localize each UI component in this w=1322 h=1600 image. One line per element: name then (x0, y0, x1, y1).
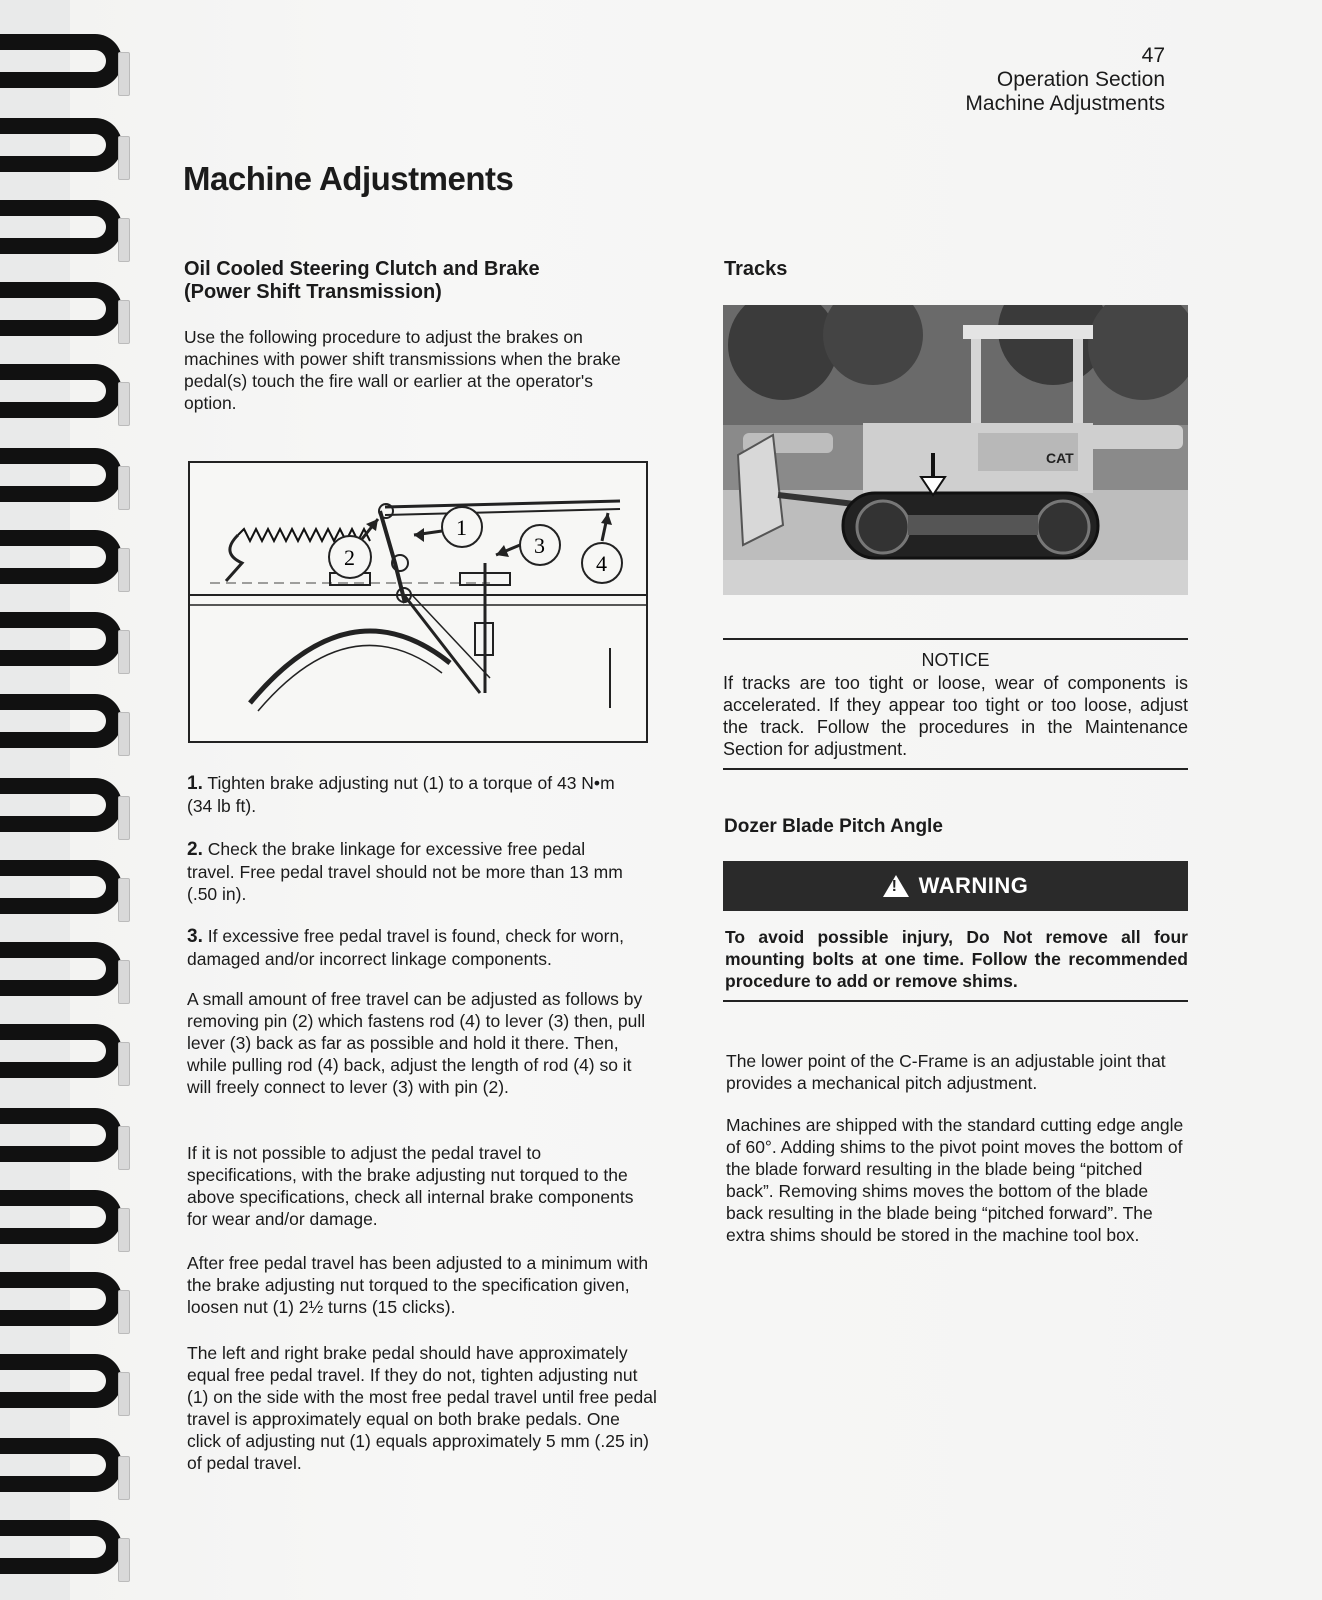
notice-bottom-rule (723, 768, 1188, 770)
warning-triangle-icon (883, 875, 909, 897)
callout-1: 1 (456, 515, 467, 540)
binding-ring (0, 942, 122, 996)
binding-ring (0, 34, 122, 88)
binding-ring (0, 448, 122, 502)
c-frame-paragraph: The lower point of the C-Frame is an adjustable joint that provides a mechanical pitch adjustment. (726, 1051, 1166, 1093)
brake-section-heading (184, 258, 664, 304)
pitch-angle-paragraph: Machines are shipped with the standard cutting edge angle of 60°. Adding shims to the pivot point moves the bottom of the blade forward resulting in the blade being “pitched back”. Removing shims moves the bottom of the blade back resulting in the blade being “pitched forward”. The extra shims should be stored in the machine tool box. (726, 1115, 1184, 1245)
binding-ring (0, 612, 122, 666)
notice-text: If tracks are too tight or loose, wear of components is accelerated. If they appear too tight or too loose, adjust the track. Follow the procedures in the Maintenance Section for adjustment. (723, 673, 1188, 759)
tractor-photo (723, 305, 1188, 595)
binding-ring (0, 694, 122, 748)
brake-intro: Use the following procedure to adjust the brakes on machines with power shift transmissions when the brake pedal(s) touch the fire wall or earlier at the operator's option. (184, 327, 621, 413)
notice-top-rule (723, 638, 1188, 640)
binding-ring (0, 282, 122, 336)
callout-3: 3 (534, 533, 545, 558)
header-subsection: Machine Adjustments (965, 92, 1165, 115)
heading-line-2: (Power Shift Transmission) (184, 281, 442, 303)
binding-ring (0, 530, 122, 584)
binding-ring (0, 1520, 122, 1574)
callout-2: 2 (344, 545, 355, 570)
header-section: Operation Section (996, 68, 1165, 91)
step-1 (187, 772, 637, 817)
paragraph-equal-travel: The left and right brake pedal should have approximately equal free pedal travel. If they do not, tighten adjusting nut (1) on the side with the most free pedal travel until free pedal travel is approximately equal on both brake pedals. One click of adjusting nut (1) equals approximately 5 mm (.25 in) of pedal travel. (187, 1343, 657, 1473)
brake-linkage-figure (188, 461, 648, 743)
binding-ring (0, 1354, 122, 1408)
heading-line-1: Oil Cooled Steering Clutch and Brake (184, 258, 540, 280)
binding-ring (0, 778, 122, 832)
paragraph-free-travel: A small amount of free travel can be adjusted as follows by removing pin (2) which fastens rod (4) to lever (3) then, pull lever (3) back as far as possible and hold it there. Then, while pulling rod (4) back, adjust the length of rod (4) so it will freely connect to lever (3) with pin (2). (187, 989, 646, 1097)
binding-ring (0, 1190, 122, 1244)
step-3-text: If excessive free pedal travel is found, check for worn, damaged and/or incorrect linkage components. (187, 926, 625, 969)
binding-ring (0, 200, 122, 254)
paragraph-loosen-nut: After free pedal travel has been adjusted to a minimum with the brake adjusting nut torqued to the specification given, loosen nut (1) 2½ turns (15 clicks). (187, 1253, 649, 1317)
cat-logo: CAT (1046, 450, 1074, 466)
step-2-text: Check the brake linkage for excessive free pedal travel. Free pedal travel should not be more than 13 mm (.50 in). (187, 839, 623, 904)
warning-text: To avoid possible injury, Do Not remove all four mounting bolts at one time. Follow the recommended procedure to add or remove shims. (725, 927, 1188, 991)
binding-ring (0, 118, 122, 172)
binding-ring (0, 1024, 122, 1078)
step-2 (187, 838, 637, 905)
page-title: Machine Adjustments (183, 160, 514, 197)
step-3-number: 3. (187, 926, 203, 947)
page-number: 47 (1141, 44, 1165, 67)
tractor-illustration (723, 305, 1188, 595)
binding-ring (0, 1438, 122, 1492)
paragraph-internal-check: If it is not possible to adjust the pedal travel to specifications, with the brake adjusting nut torqued to the above specifications, check all internal brake components for wear and/or damage. (187, 1143, 634, 1229)
spiral-binding (0, 0, 135, 1600)
brake-linkage-drawing (190, 463, 646, 741)
warning-bottom-rule (723, 1000, 1188, 1002)
binding-ring (0, 364, 122, 418)
notice-title: NOTICE (921, 650, 990, 670)
step-1-number: 1. (187, 773, 203, 794)
tracks-heading: Tracks (724, 258, 788, 280)
step-2-number: 2. (187, 839, 203, 860)
dozer-blade-heading: Dozer Blade Pitch Angle (724, 816, 943, 837)
binding-ring (0, 1272, 122, 1326)
step-3 (187, 925, 637, 970)
warning-banner (723, 861, 1188, 911)
warning-label: WARNING (918, 873, 1029, 898)
binding-ring (0, 860, 122, 914)
page-header (965, 44, 1165, 116)
binding-ring (0, 1108, 122, 1162)
callout-4: 4 (596, 551, 607, 576)
step-1-text: Tighten brake adjusting nut (1) to a torque of 43 N•m (34 lb ft). (187, 773, 615, 816)
